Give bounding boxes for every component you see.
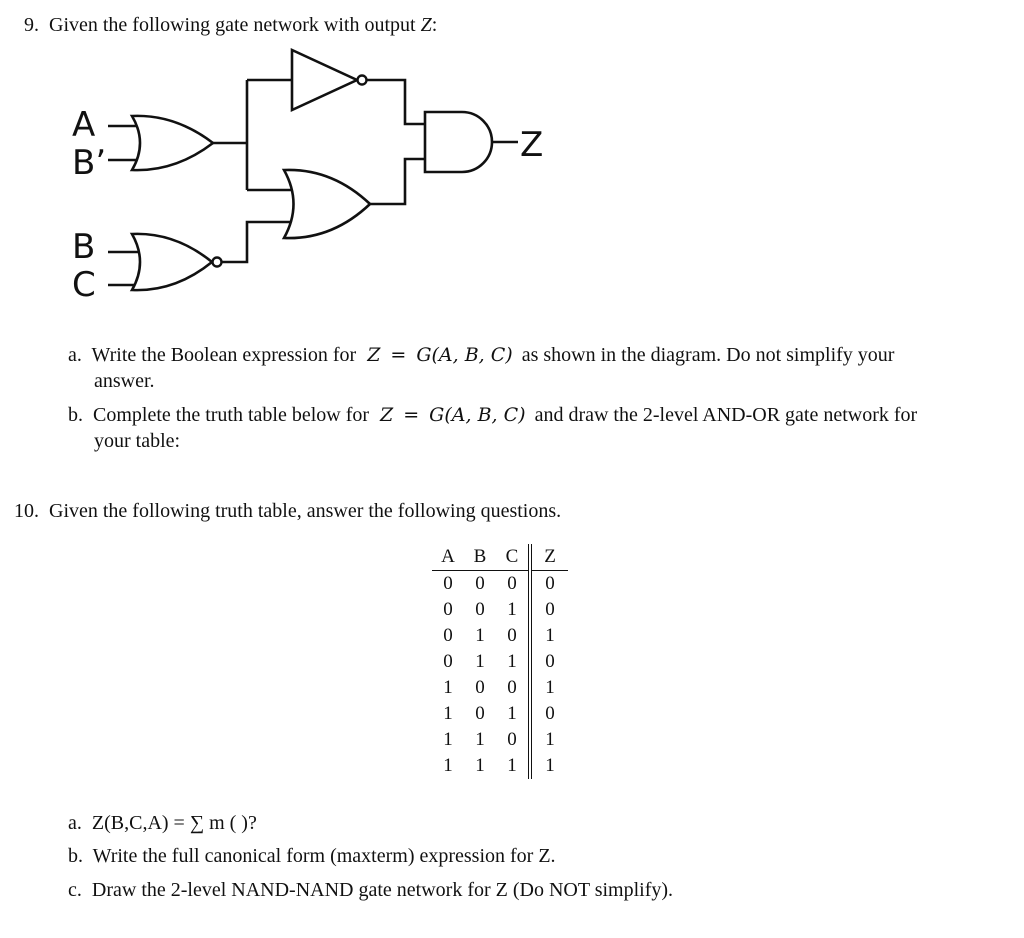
nor-gate — [132, 234, 212, 290]
q9-prompt: Given the following gate network with output — [49, 14, 416, 36]
q9-a-label: a. — [68, 344, 82, 366]
q9-a-continuation: answer. — [94, 370, 155, 392]
cell-z: 0 — [530, 571, 568, 598]
table-row — [432, 727, 568, 753]
cell-a: 0 — [443, 573, 453, 594]
q10-item-b — [68, 843, 556, 869]
input-label-a: A — [72, 105, 96, 145]
cell-z: 0 — [530, 701, 568, 727]
cell-c: 1 — [507, 755, 517, 776]
q10-a-label: a. — [68, 812, 82, 834]
cell-z: 0 — [530, 597, 568, 623]
q9-b-label: b. — [68, 404, 83, 426]
table-row — [432, 701, 568, 727]
cell-z: 1 — [530, 623, 568, 649]
q9-a-eq: = — [390, 344, 407, 366]
nor-gate-bubble — [213, 258, 222, 267]
q10-item-a — [68, 810, 257, 836]
table-row — [432, 753, 568, 779]
table-row — [432, 597, 568, 623]
table-row — [432, 649, 568, 675]
q9-b-expr-rhs: G(A, B, C) — [429, 404, 526, 426]
cell-b: 1 — [475, 625, 485, 646]
or-gate-1 — [132, 116, 213, 170]
q9-part-b — [68, 402, 917, 428]
cell-a: 0 — [443, 651, 453, 672]
cell-c: 0 — [507, 677, 517, 698]
cell-b: 1 — [475, 755, 485, 776]
q9-a-expr-rhs: G(A, B, C) — [416, 344, 513, 366]
and-gate — [425, 112, 492, 172]
output-label-z: Z — [520, 125, 544, 165]
cell-b: 0 — [475, 599, 485, 620]
truth-table-header-row — [432, 544, 568, 571]
cell-a: 1 — [443, 755, 453, 776]
cell-a: 1 — [443, 677, 453, 698]
q9-b-continuation: your table: — [94, 430, 181, 452]
q10-c-text: Draw the 2-level NAND-NAND gate network for Z (Do NOT simplify). — [91, 879, 674, 901]
cell-z: 1 — [530, 727, 568, 753]
cell-c: 1 — [507, 703, 517, 724]
input-label-c: C — [72, 265, 96, 305]
q9-colon: : — [431, 14, 438, 36]
q10-b-text: Write the full canonical form (maxterm) expression for Z. — [92, 845, 556, 867]
q10-prompt: Given the following truth table, answer the following questions. — [49, 500, 562, 522]
input-label-b: B — [72, 227, 96, 267]
cell-c: 0 — [507, 729, 517, 750]
q10-number: 10. — [14, 500, 39, 522]
gate-network-diagram — [60, 40, 620, 310]
not-gate — [292, 50, 357, 110]
table-row — [432, 675, 568, 701]
header-z: Z — [530, 544, 568, 571]
cell-c: 1 — [507, 599, 517, 620]
q9-b-pre: Complete the truth table below for — [93, 404, 370, 426]
q10-heading — [14, 498, 561, 524]
cell-a: 1 — [443, 703, 453, 724]
cell-b: 1 — [475, 729, 485, 750]
q9-b-eq: = — [403, 404, 420, 426]
cell-c: 0 — [507, 573, 517, 594]
q9-part-a — [68, 342, 894, 368]
q9-var-z: Z — [420, 14, 432, 36]
cell-z: 1 — [530, 675, 568, 701]
cell-a: 0 — [443, 625, 453, 646]
cell-b: 0 — [475, 677, 485, 698]
table-row — [432, 623, 568, 649]
header-c: C — [496, 544, 530, 571]
cell-a: 0 — [443, 599, 453, 620]
table-row — [432, 571, 568, 598]
q9-b-post: and draw the 2-level AND-OR gate network for — [534, 404, 918, 426]
cell-c: 1 — [507, 651, 517, 672]
cell-a: 1 — [443, 729, 453, 750]
input-wires-or1 — [108, 126, 140, 160]
or2-output-wire — [370, 159, 425, 204]
input-label-b-prime: B’ — [72, 143, 107, 183]
cell-b: 1 — [475, 651, 485, 672]
cell-b: 0 — [475, 703, 485, 724]
or-gate-2 — [284, 170, 370, 238]
q10-item-c — [68, 877, 673, 903]
q10-c-label: c. — [68, 879, 82, 901]
q9-a-pre: Write the Boolean expression for — [91, 344, 357, 366]
not-gate-bubble — [358, 76, 367, 85]
cell-z: 1 — [530, 753, 568, 779]
cell-c: 0 — [507, 625, 517, 646]
q10-a-text: Z(B,C,A) = ∑ m ( )? — [91, 812, 257, 834]
not-output-wire — [367, 80, 425, 124]
q10-b-label: b. — [68, 845, 83, 867]
input-wires-nor — [108, 252, 140, 285]
q9-a-post: as shown in the diagram. Do not simplify your — [521, 344, 895, 366]
q9-number: 9. — [24, 14, 39, 36]
header-a: A — [432, 544, 464, 571]
q9-b-expr-lhs: Z — [380, 404, 394, 426]
cell-b: 0 — [475, 573, 485, 594]
q9-heading — [24, 12, 437, 38]
q9-a-expr-lhs: Z — [367, 344, 381, 366]
header-b: B — [464, 544, 496, 571]
cell-z: 0 — [530, 649, 568, 675]
truth-table — [432, 544, 568, 779]
